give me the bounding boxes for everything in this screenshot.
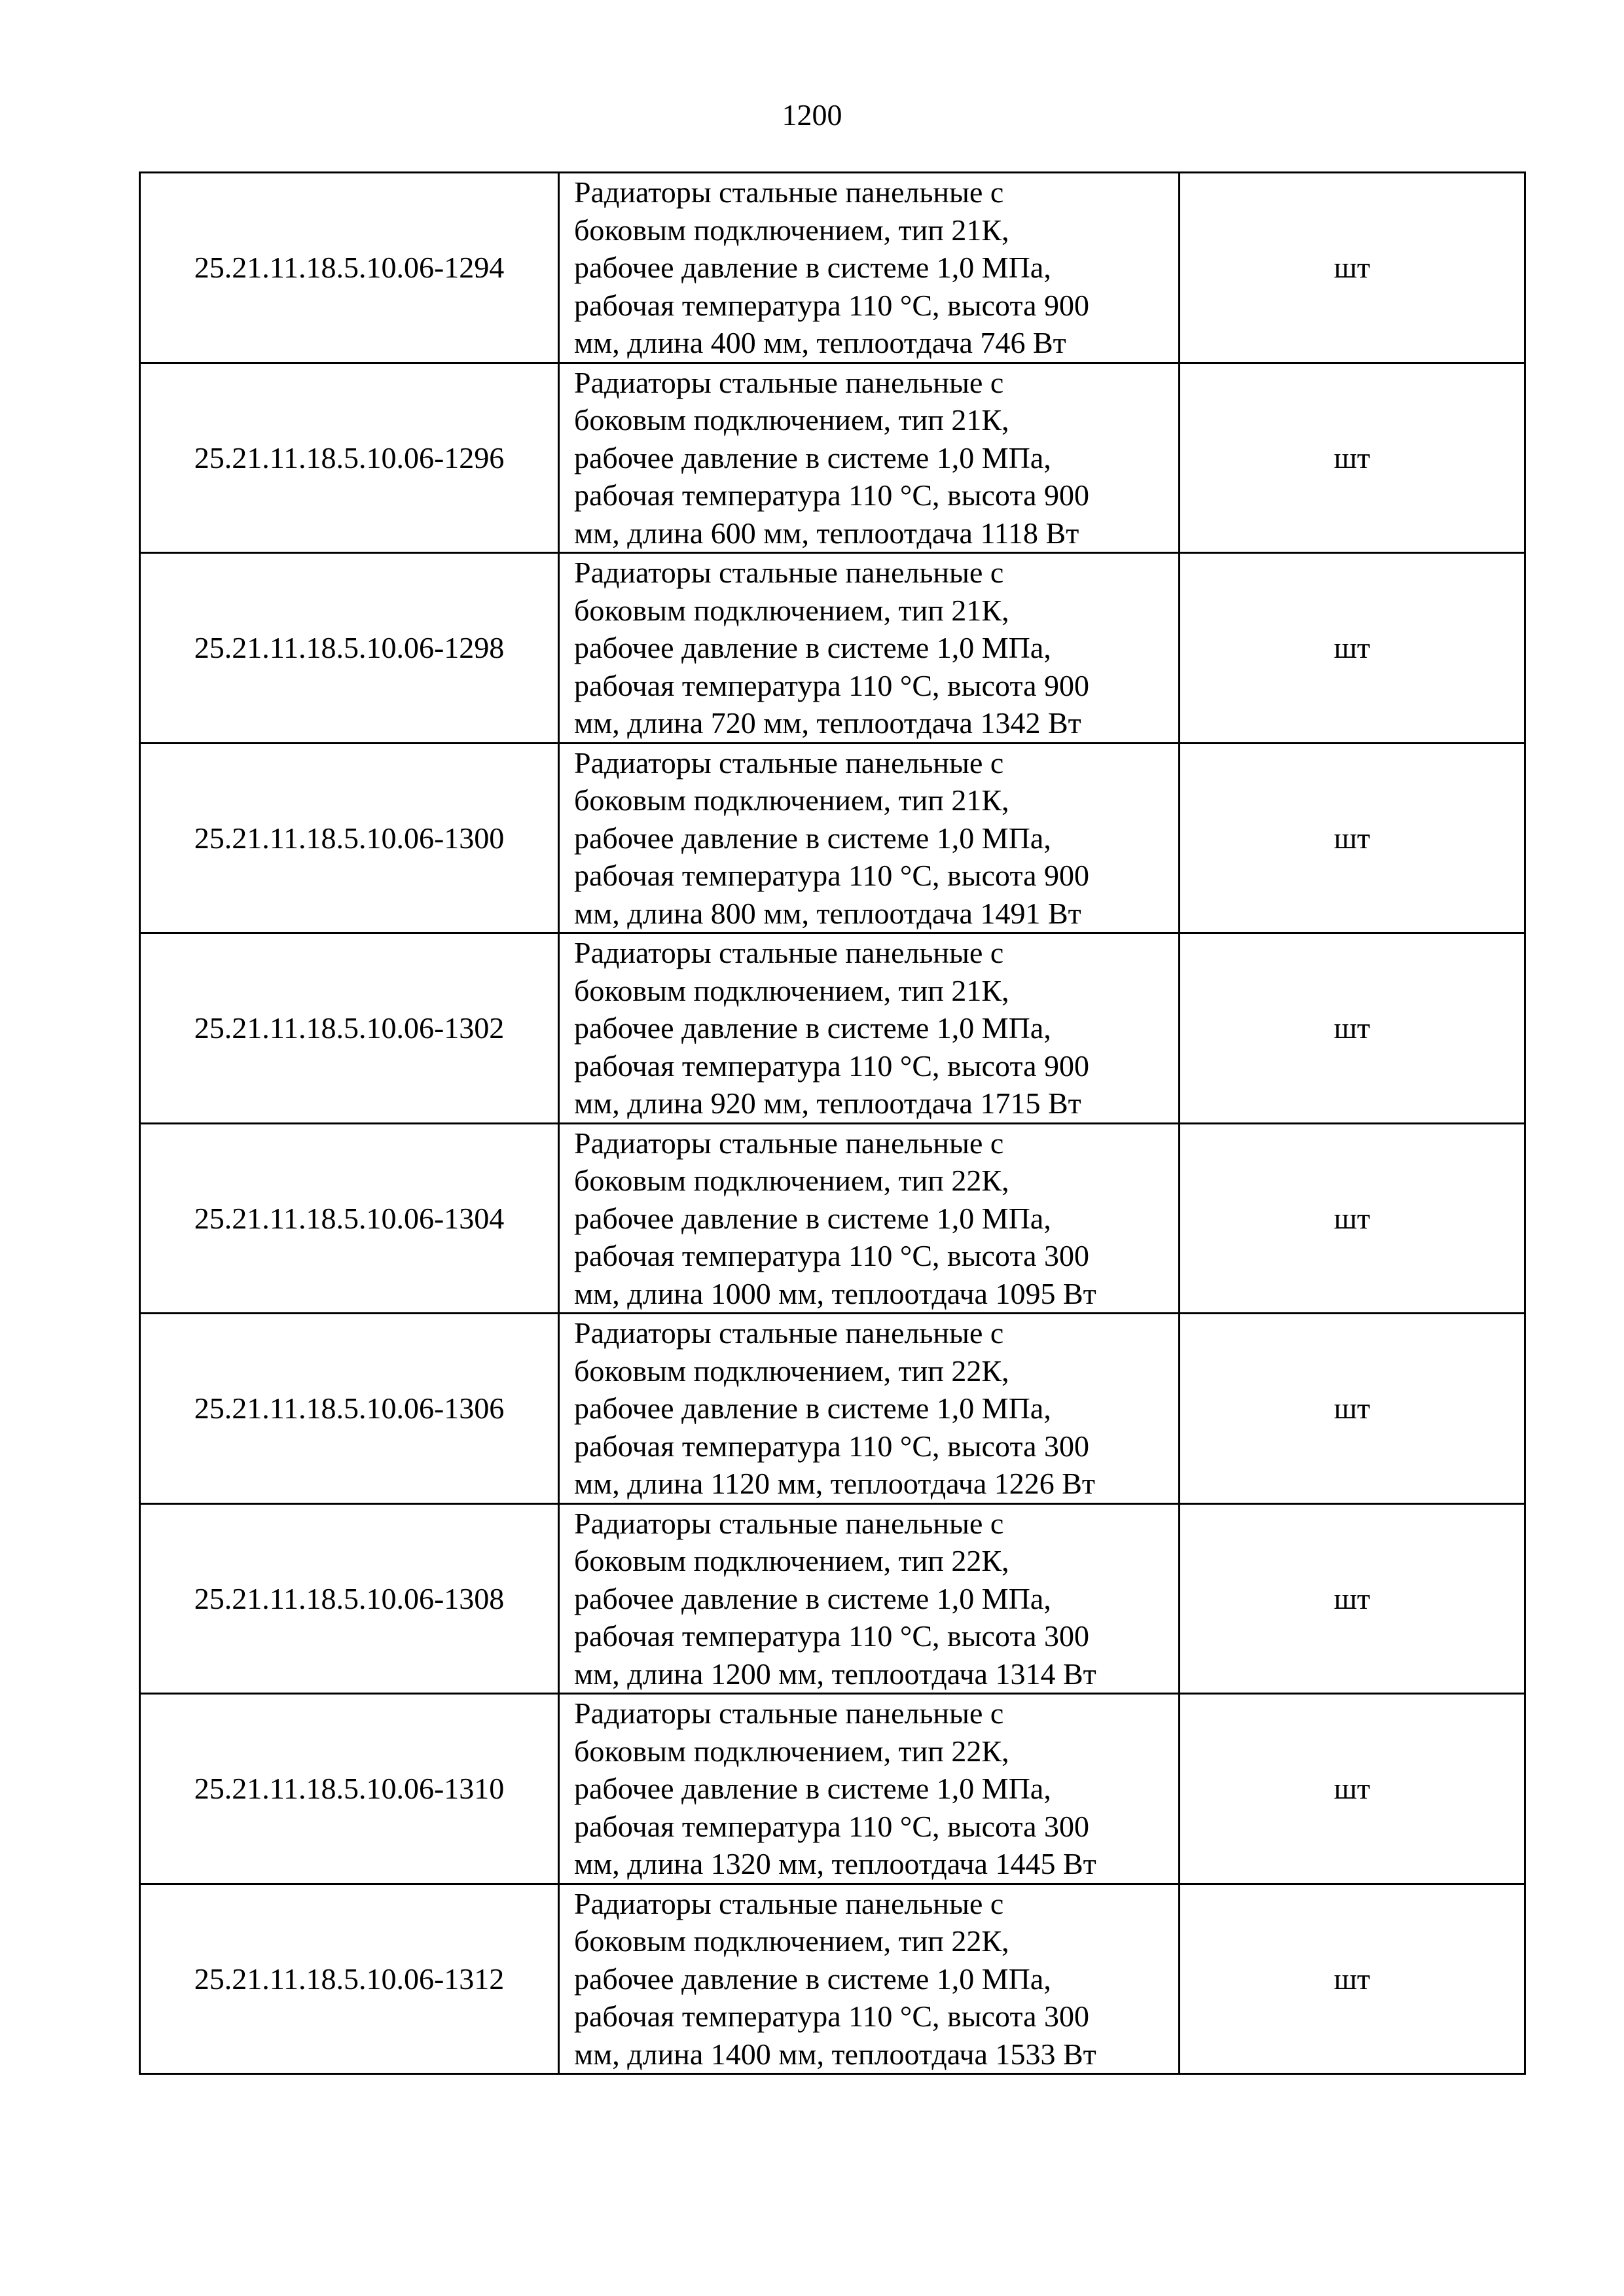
row-code: 25.21.11.18.5.10.06-1308 <box>140 1503 559 1694</box>
description-line: боковым подключением, тип 21К, <box>574 403 1009 437</box>
row-description <box>559 1503 1180 1694</box>
description-line: рабочая температура 110 °С, высота 300 <box>574 1239 1090 1272</box>
description-line: мм, длина 1400 мм, теплоотдача 1533 Вт <box>574 2037 1096 2071</box>
description-line: рабочая температура 110 °С, высота 300 <box>574 1429 1090 1463</box>
description-line: боковым подключением, тип 22К, <box>574 1164 1009 1197</box>
row-code: 25.21.11.18.5.10.06-1294 <box>140 173 559 363</box>
row-unit: шт <box>1180 1694 1525 1884</box>
table-row <box>140 743 1525 933</box>
row-unit: шт <box>1180 363 1525 553</box>
row-code: 25.21.11.18.5.10.06-1296 <box>140 363 559 553</box>
description-line: рабочее давление в системе 1,0 МПа, <box>574 251 1051 284</box>
row-unit: шт <box>1180 1314 1525 1504</box>
table-row <box>140 1694 1525 1884</box>
description-line: боковым подключением, тип 22К, <box>574 1924 1009 1958</box>
row-unit: шт <box>1180 1123 1525 1314</box>
row-description <box>559 1123 1180 1314</box>
spec-table-body <box>140 173 1525 2074</box>
description-line: рабочая температура 110 °С, высота 300 <box>574 2000 1090 2033</box>
description-line: Радиаторы стальные панельные с <box>574 556 1004 589</box>
row-description <box>559 1314 1180 1504</box>
row-description <box>559 743 1180 933</box>
description-line: боковым подключением, тип 22К, <box>574 1354 1009 1388</box>
description-line: рабочее давление в системе 1,0 МПа, <box>574 821 1051 855</box>
table-row <box>140 933 1525 1124</box>
row-unit: шт <box>1180 1884 1525 2074</box>
description-line: Радиаторы стальные панельные с <box>574 936 1004 969</box>
row-code: 25.21.11.18.5.10.06-1300 <box>140 743 559 933</box>
description-line: рабочее давление в системе 1,0 МПа, <box>574 1201 1051 1235</box>
row-description <box>559 173 1180 363</box>
description-line: мм, длина 800 мм, теплоотдача 1491 Вт <box>574 896 1081 930</box>
table-row <box>140 553 1525 744</box>
row-unit: шт <box>1180 933 1525 1124</box>
table-row <box>140 1314 1525 1504</box>
description-line: рабочее давление в системе 1,0 МПа, <box>574 440 1051 475</box>
table-row <box>140 1884 1525 2074</box>
description-line: мм, длина 1000 мм, теплоотдача 1095 Вт <box>574 1276 1096 1310</box>
table-row <box>140 1123 1525 1314</box>
row-code: 25.21.11.18.5.10.06-1298 <box>140 553 559 744</box>
row-unit: шт <box>1180 743 1525 933</box>
row-code: 25.21.11.18.5.10.06-1304 <box>140 1123 559 1314</box>
description-line: мм, длина 600 мм, теплоотдача 1118 Вт <box>574 516 1079 550</box>
description-line: рабочее давление в системе 1,0 МПа, <box>574 631 1051 664</box>
description-line: Радиаторы стальные панельные с <box>574 365 1004 399</box>
row-code: 25.21.11.18.5.10.06-1302 <box>140 933 559 1124</box>
table-row <box>140 1503 1525 1694</box>
row-description <box>559 1884 1180 2074</box>
description-line: рабочая температура 110 °С, высота 300 <box>574 1619 1090 1653</box>
row-description <box>559 363 1180 553</box>
row-code: 25.21.11.18.5.10.06-1310 <box>140 1694 559 1884</box>
row-unit: шт <box>1180 173 1525 363</box>
description-line: Радиаторы стальные панельные с <box>574 175 1004 209</box>
description-line: Радиаторы стальные панельные с <box>574 1886 1004 1920</box>
description-line: рабочая температура 110 °С, высота 900 <box>574 478 1090 512</box>
table-row <box>140 173 1525 363</box>
description-line: рабочее давление в системе 1,0 МПа, <box>574 1011 1051 1045</box>
description-line: рабочее давление в системе 1,0 МПа, <box>574 1391 1051 1425</box>
description-line: мм, длина 1320 мм, теплоотдача 1445 Вт <box>574 1847 1096 1880</box>
description-line: рабочая температура 110 °С, высота 900 <box>574 668 1090 702</box>
description-line: боковым подключением, тип 22К, <box>574 1544 1009 1577</box>
table-row <box>140 363 1525 553</box>
description-line: боковым подключением, тип 21К, <box>574 783 1009 817</box>
row-unit: шт <box>1180 1503 1525 1694</box>
description-line: мм, длина 1120 мм, теплоотдача 1226 Вт <box>574 1467 1096 1500</box>
description-line: рабочая температура 110 °С, высота 900 <box>574 1049 1090 1083</box>
description-line: боковым подключением, тип 21К, <box>574 213 1009 247</box>
row-code: 25.21.11.18.5.10.06-1312 <box>140 1884 559 2074</box>
description-line: рабочее давление в системе 1,0 МПа, <box>574 1962 1051 1996</box>
description-line: Радиаторы стальные панельные с <box>574 1696 1004 1730</box>
page-number: 1200 <box>782 98 842 132</box>
description-line: боковым подключением, тип 22К, <box>574 1734 1009 1768</box>
description-line: Радиаторы стальные панельные с <box>574 1126 1004 1160</box>
spec-table <box>139 171 1526 2075</box>
description-line: мм, длина 920 мм, теплоотдача 1715 Вт <box>574 1086 1081 1120</box>
description-line: мм, длина 720 мм, теплоотдача 1342 Вт <box>574 706 1081 740</box>
description-line: рабочая температура 110 °С, высота 900 <box>574 859 1090 892</box>
description-line: мм, длина 1200 мм, теплоотдача 1314 Вт <box>574 1657 1096 1691</box>
row-code: 25.21.11.18.5.10.06-1306 <box>140 1314 559 1504</box>
row-description <box>559 553 1180 744</box>
description-line: рабочее давление в системе 1,0 МПа, <box>574 1772 1051 1805</box>
description-line: Радиаторы стальные панельные с <box>574 1316 1004 1350</box>
description-line: мм, длина 400 мм, теплоотдача 746 Вт <box>574 326 1066 359</box>
description-line: рабочая температура 110 °С, высота 300 <box>574 1809 1090 1843</box>
description-line: боковым подключением, тип 21К, <box>574 973 1009 1007</box>
description-line: рабочее давление в системе 1,0 МПа, <box>574 1581 1051 1615</box>
description-line: Радиаторы стальные панельные с <box>574 1506 1004 1540</box>
row-description <box>559 1694 1180 1884</box>
description-line: рабочая температура 110 °С, высота 900 <box>574 288 1090 322</box>
row-description <box>559 933 1180 1124</box>
description-line: Радиаторы стальные панельные с <box>574 745 1004 780</box>
row-unit: шт <box>1180 553 1525 744</box>
description-line: боковым подключением, тип 21К, <box>574 593 1009 627</box>
